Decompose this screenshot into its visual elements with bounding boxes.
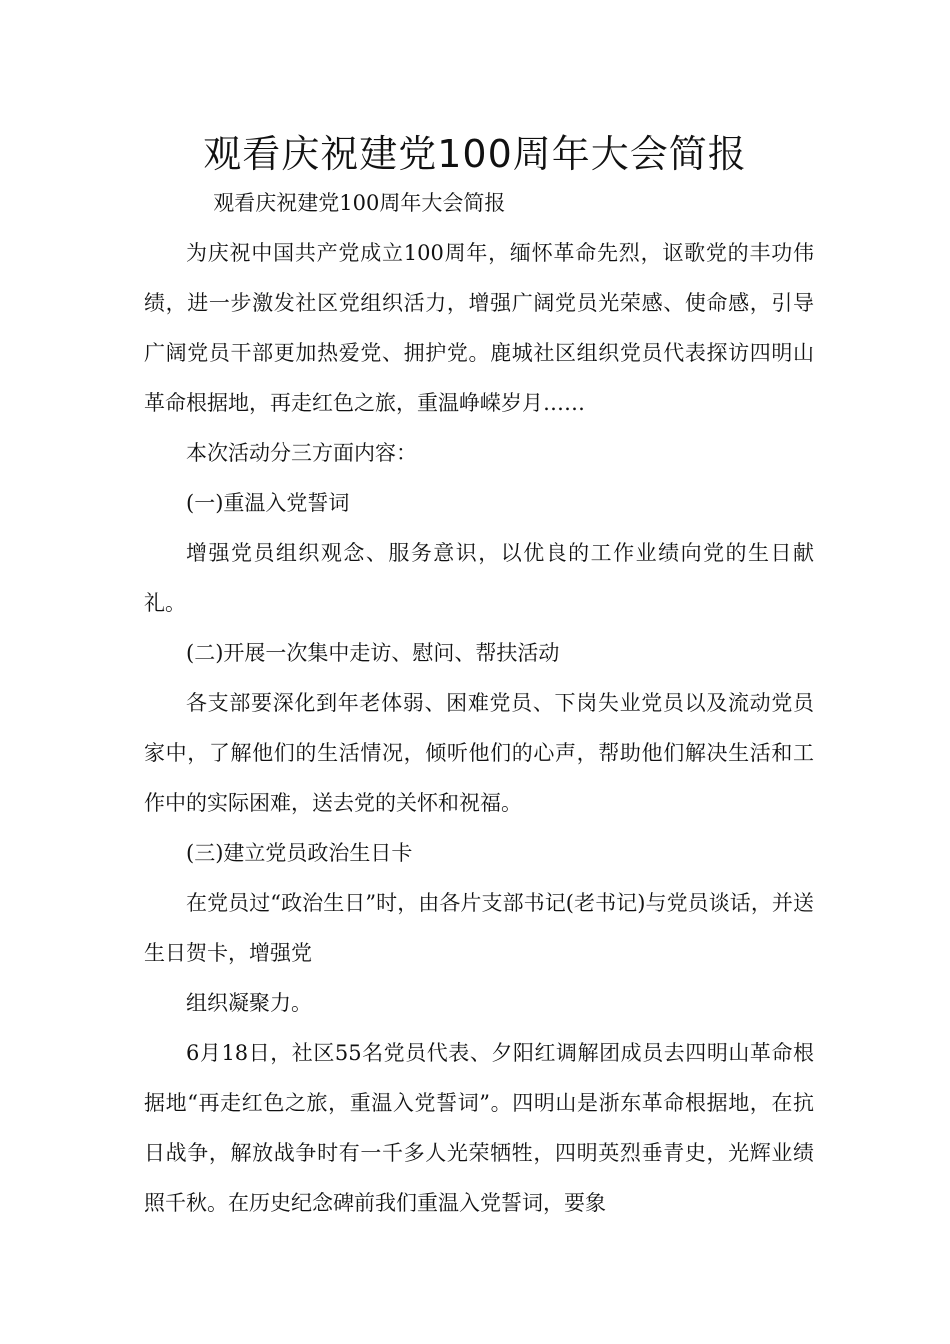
paragraph-content-overview: 本次活动分三方面内容： — [186, 441, 417, 465]
paragraph-section-3: 在党员过“政治生日”时，由各片支部书记(老书记)与党员谈话，并送生日贺卡，增强党 — [144, 891, 814, 965]
section-heading-1: (一)重温入党誓词 — [186, 491, 350, 515]
paragraph-section-2: 各支部要深化到年老体弱、困难党员、下岗失业党员以及流动党员家中，了解他们的生活情况，倾听他们的心声，帮助他们解决生活和工作中的实际困难，送去党的关怀和祝福。 — [144, 691, 814, 815]
section-heading-3: (三)建立党员政治生日卡 — [186, 841, 413, 865]
paragraph-event-report: 6月18日，社区55名党员代表、夕阳红调解团成员去四明山革命根据地“再走红色之旅，重温入党誓词”。四明山是浙东革命根据地，在抗日战争，解放战争时有一千多人光荣牺牲，四明英烈垂青史，光辉业绩照千秋。在历史纪念碑前我们重温入党誓词，要象 — [144, 1041, 814, 1215]
paragraph-intro: 为庆祝中国共产党成立100周年，缅怀革命先烈，讴歌党的丰功伟绩，进一步激发社区党组织活力，增强广阔党员光荣感、使命感，引导广阔党员干部更加热爱党、拥护党。鹿城社区组织党员代表探访四明山革命根据地，再走红色之旅，重温峥嵘岁月…… — [144, 241, 814, 415]
paragraph-section-3-continued: 组织凝聚力。 — [186, 991, 312, 1015]
document-body — [144, 178, 814, 1228]
paragraph-section-1: 增强党员组织观念、服务意识，以优良的工作业绩向党的生日献礼。 — [144, 541, 814, 615]
section-heading-2: (二)开展一次集中走访、慰问、帮扶活动 — [186, 641, 560, 665]
document-subtitle: 观看庆祝建党100周年大会简报 — [213, 191, 506, 215]
document-title: 观看庆祝建党100周年大会简报 — [203, 132, 747, 176]
